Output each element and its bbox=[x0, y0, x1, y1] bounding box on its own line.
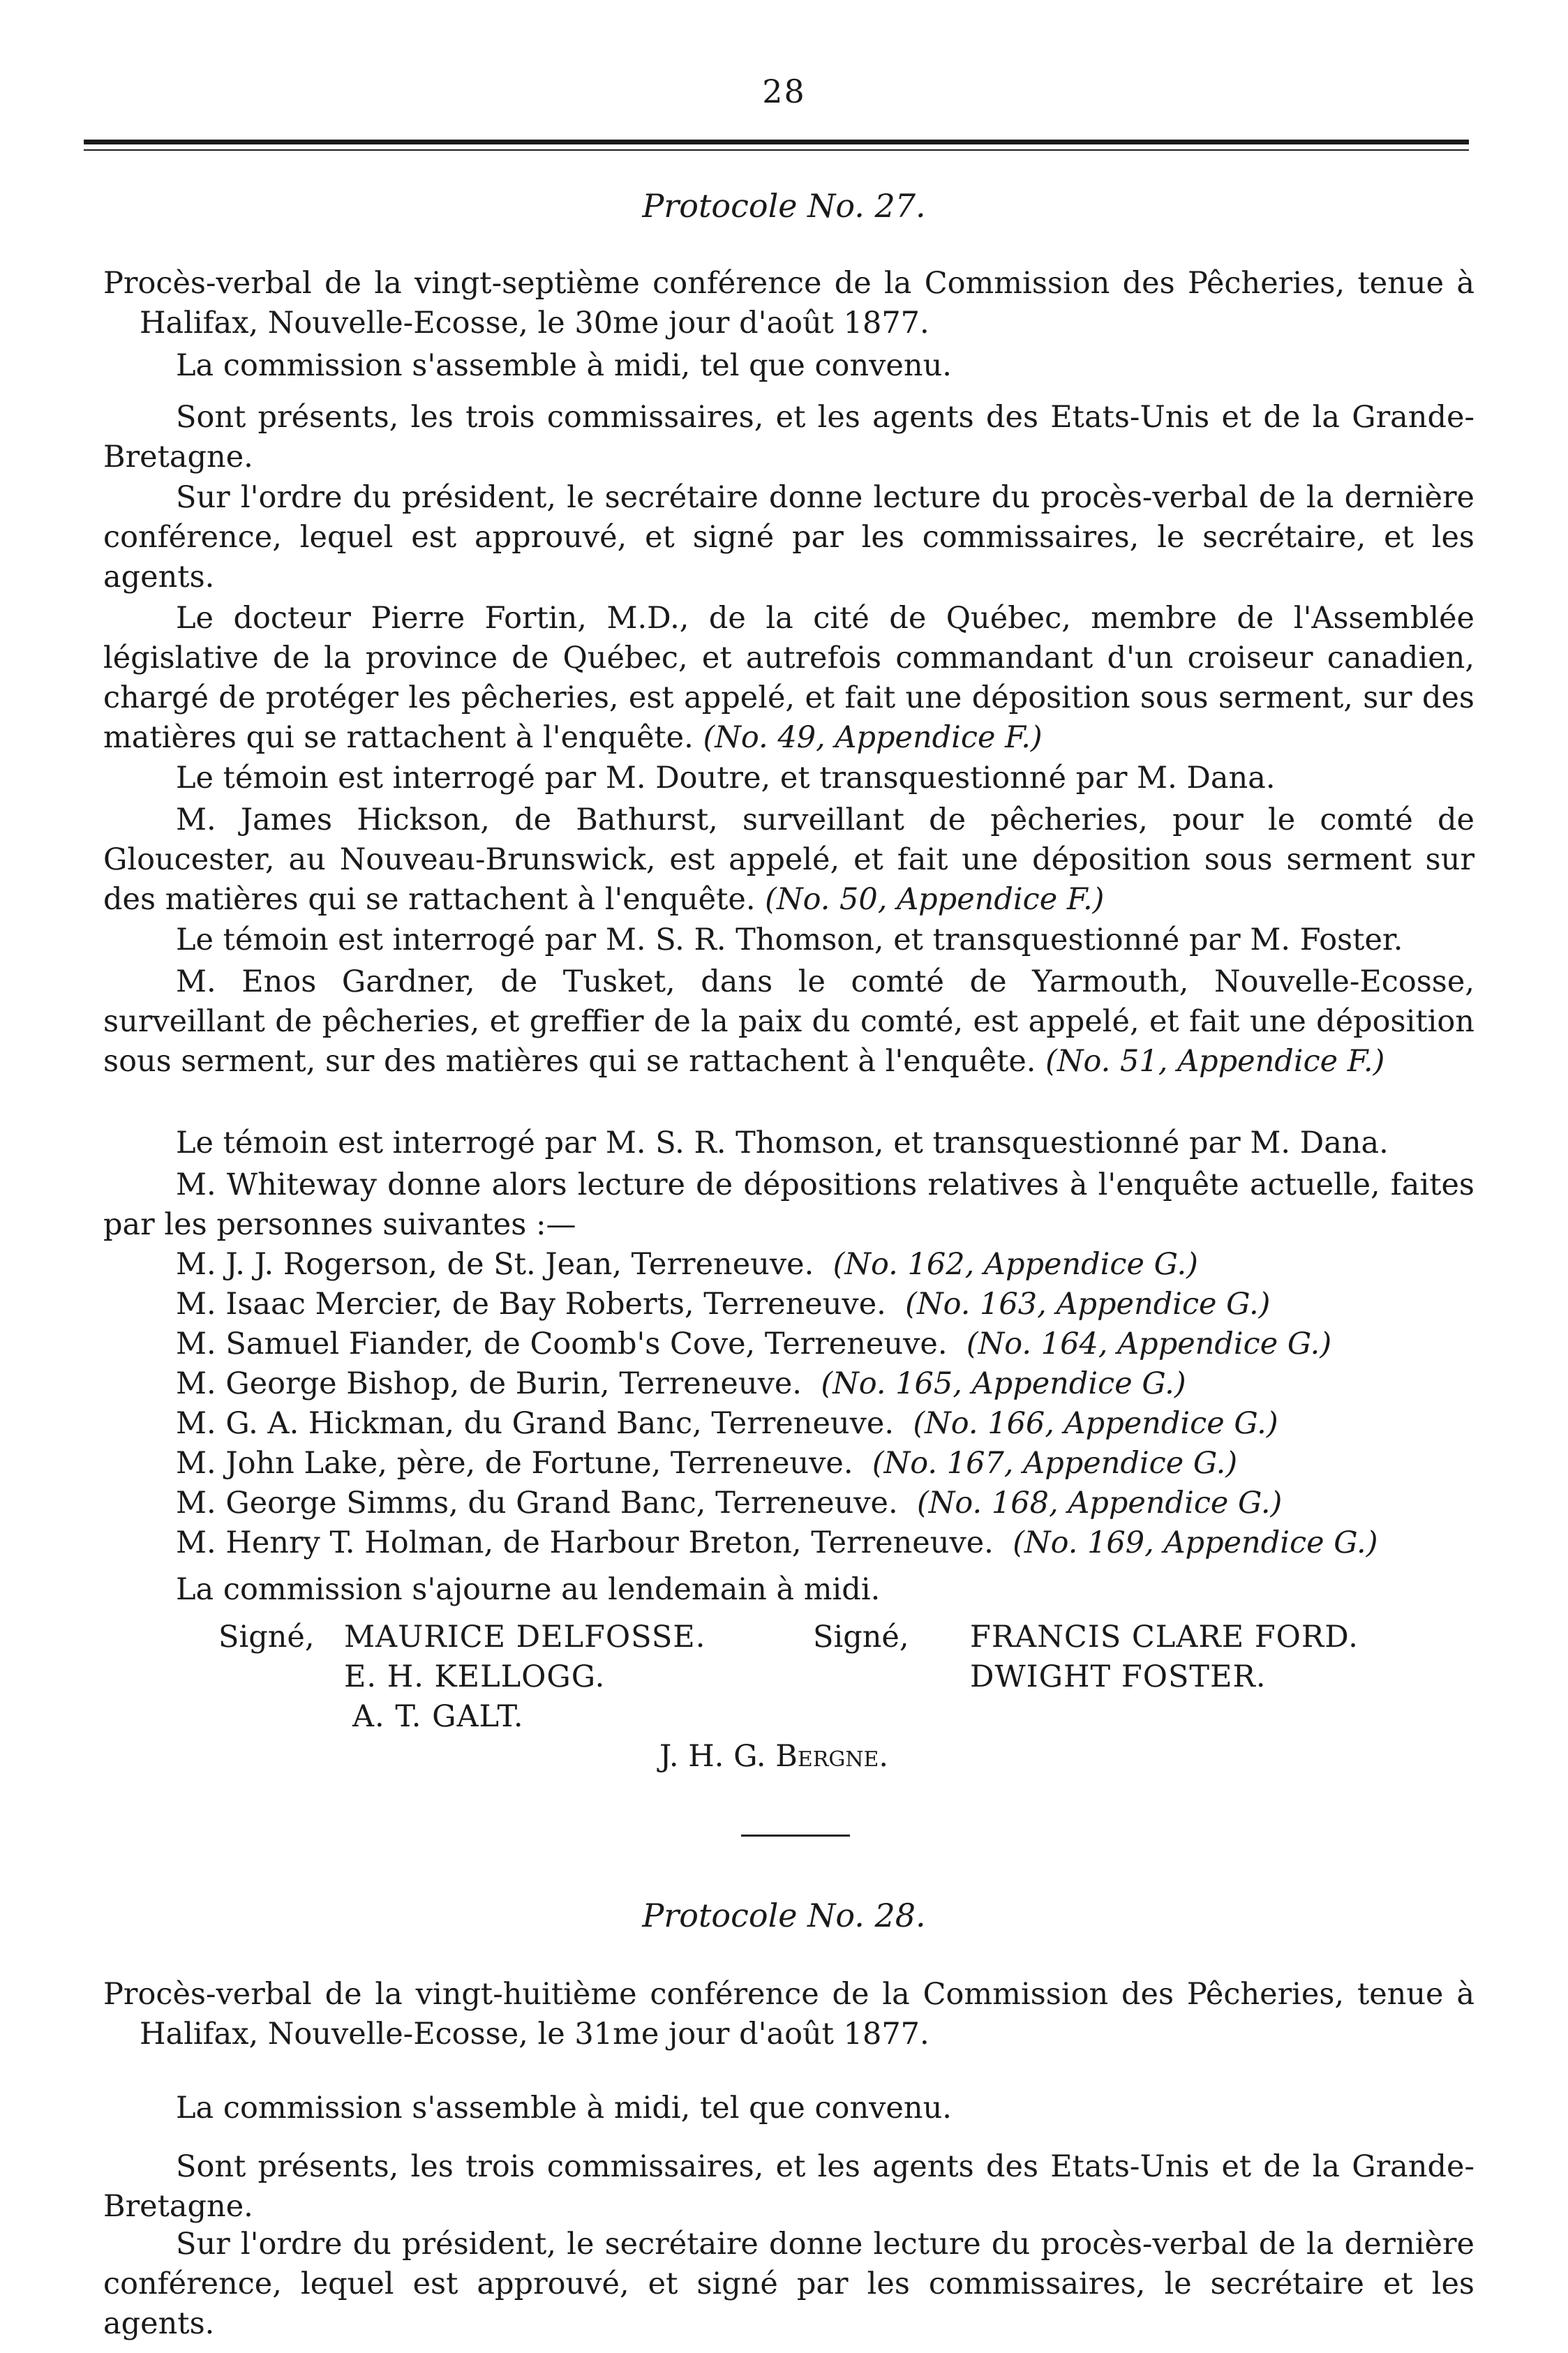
list-item bbox=[176, 1324, 1331, 1364]
list-item bbox=[176, 1245, 1198, 1285]
appendix-reference: (No. 163, Appendice G.) bbox=[905, 1287, 1271, 1322]
appendix-reference: (No. 50, Appendice F.) bbox=[765, 882, 1105, 917]
deponent-name: M. George Simms, du Grand Banc, Terreneuve. bbox=[176, 1486, 898, 1521]
header-rule-thick bbox=[84, 140, 1469, 144]
list-item bbox=[176, 1444, 1237, 1484]
signature-foster: DWIGHT FOSTER. bbox=[970, 1659, 1267, 1694]
deponent-name: M. John Lake, père, de Fortune, Terreneuve. bbox=[176, 1446, 853, 1481]
protocol-27-paragraph-7: Le témoin est interrogé par M. S. R. Thomson, et transquestionné par M. Foster. bbox=[176, 922, 1403, 957]
protocol-28-title: Protocole No. 28. bbox=[642, 1897, 926, 1934]
appendix-reference: (No. 164, Appendice G.) bbox=[966, 1327, 1332, 1361]
appendix-reference: (No. 167, Appendice G.) bbox=[872, 1446, 1238, 1481]
signature-delfosse: MAURICE DELFOSSE. bbox=[344, 1620, 706, 1654]
deponent-name: M. J. J. Rogerson, de St. Jean, Terreneuve. bbox=[176, 1247, 814, 1282]
deponent-name: M. George Bishop, de Burin, Terreneuve. bbox=[176, 1366, 802, 1401]
protocol-28-paragraph-3: Sur l'ordre du président, le secrétaire donne lecture du procès-verbal de la dernière conférence, lequel est approuvé, et signé par les commissaires, le secrétaire et les agents. bbox=[103, 2227, 1474, 2341]
appendix-reference: (No. 51, Appendice F.) bbox=[1045, 1044, 1385, 1079]
protocol-27-paragraph-5: Le témoin est interrogé par M. Doutre, et transquestionné par M. Dana. bbox=[176, 761, 1276, 795]
appendix-reference: (No. 49, Appendice F.) bbox=[703, 720, 1043, 755]
deponent-name: M. Samuel Fiander, de Coomb's Cove, Terreneuve. bbox=[176, 1327, 948, 1361]
list-item bbox=[176, 1484, 1282, 1523]
deponent-name: M. Henry T. Holman, de Harbour Breton, Terreneuve. bbox=[176, 1525, 994, 1560]
protocol-27-paragraph-2: Sont présents, les trois commissaires, et les agents des Etats-Unis et de la Grande-Bretagne. bbox=[103, 400, 1474, 475]
signed-label-right: Signé, bbox=[813, 1620, 909, 1654]
header-rule-thin bbox=[84, 149, 1469, 151]
signed-label-left: Signé, bbox=[218, 1620, 315, 1654]
paragraph-text: M. Enos Gardner, de Tusket, dans le comté de Yarmouth, Nouvelle-Ecosse, surveillant de pêcheries, et greffier de la paix du comté, est appelé, et fait une déposition sous serment, sur des matières qui se rattachent à l'enquête. bbox=[103, 964, 1474, 1079]
protocol-27-paragraph-8 bbox=[103, 962, 1474, 1082]
appendix-reference: (No. 166, Appendice G.) bbox=[913, 1406, 1278, 1441]
appendix-reference: (No. 162, Appendice G.) bbox=[832, 1247, 1198, 1282]
signature-ford: FRANCIS CLARE FORD. bbox=[970, 1620, 1359, 1654]
protocol-27-paragraph-6 bbox=[103, 800, 1474, 920]
appendix-reference: (No. 169, Appendice G.) bbox=[1013, 1525, 1378, 1560]
protocol-27-intro: Procès-verbal de la vingt-septième conférence de la Commission des Pêcheries, tenue à Halifax, Nouvelle-Ecosse, le 30me jour d'août 1877. bbox=[103, 266, 1474, 341]
list-item bbox=[176, 1285, 1270, 1324]
appendix-reference: (No. 165, Appendice G.) bbox=[821, 1366, 1186, 1401]
list-item bbox=[176, 1364, 1186, 1404]
deponent-name: M. Isaac Mercier, de Bay Roberts, Terreneuve. bbox=[176, 1287, 886, 1322]
list-item bbox=[176, 1523, 1377, 1563]
protocol-27-paragraph-10: M. Whiteway donne alors lecture de dépositions relatives à l'enquête actuelle, faites par les personnes suivantes :— bbox=[103, 1167, 1474, 1242]
deponent-name: M. G. A. Hickman, du Grand Banc, Terreneuve. bbox=[176, 1406, 894, 1441]
protocol-28-intro: Procès-verbal de la vingt-huitième conférence de la Commission des Pêcheries, tenue à Halifax, Nouvelle-Ecosse, le 31me jour d'août 1877. bbox=[103, 1977, 1474, 2052]
paragraph-text: M. James Hickson, de Bathurst, surveillant de pêcheries, pour le comté de Gloucester, au Nouveau-Brunswick, est appelé, et fait une déposition sous serment sur des matières qui se rattachent à l'enquête. bbox=[103, 802, 1474, 917]
appendix-reference: (No. 168, Appendice G.) bbox=[917, 1486, 1283, 1521]
signature-kellogg: E. H. KELLOGG. bbox=[344, 1659, 606, 1694]
protocol-27-paragraph-9: Le témoin est interrogé par M. S. R. Thomson, et transquestionné par M. Dana. bbox=[176, 1126, 1389, 1160]
paragraph-text: Le docteur Pierre Fortin, M.D., de la cité de Québec, membre de l'Assemblée législative de la province de Québec, et autrefois commandant d'un croiseur canadien, chargé de protéger les pêcheries, est appelé, et fait une déposition sous serment, sur des matières qui se rattachent à l'enquête. bbox=[103, 601, 1474, 755]
protocol-27-adjournment: La commission s'ajourne au lendemain à midi. bbox=[176, 1572, 881, 1607]
protocol-28-paragraph-2: Sont présents, les trois commissaires, et les agents des Etats-Unis et de la Grande-Bretagne. bbox=[103, 2149, 1474, 2224]
protocol-27-paragraph-3: Sur l'ordre du président, le secrétaire donne lecture du procès-verbal de la dernière conférence, lequel est approuvé, et signé par les commissaires, le secrétaire, et les agents. bbox=[103, 480, 1474, 595]
signature-bergne: J. H. G. Bergne. bbox=[659, 1739, 889, 1774]
section-divider bbox=[741, 1835, 850, 1837]
protocol-27-title: Protocole No. 27. bbox=[642, 187, 926, 225]
protocol-27-paragraph-4 bbox=[103, 599, 1474, 758]
protocol-28-paragraph-1: La commission s'assemble à midi, tel que convenu. bbox=[176, 2091, 952, 2126]
signature-galt: A. T. GALT. bbox=[352, 1699, 524, 1734]
page-number: 28 bbox=[762, 73, 806, 110]
protocol-27-paragraph-1: La commission s'assemble à midi, tel que convenu. bbox=[176, 348, 952, 383]
list-item bbox=[176, 1404, 1278, 1444]
